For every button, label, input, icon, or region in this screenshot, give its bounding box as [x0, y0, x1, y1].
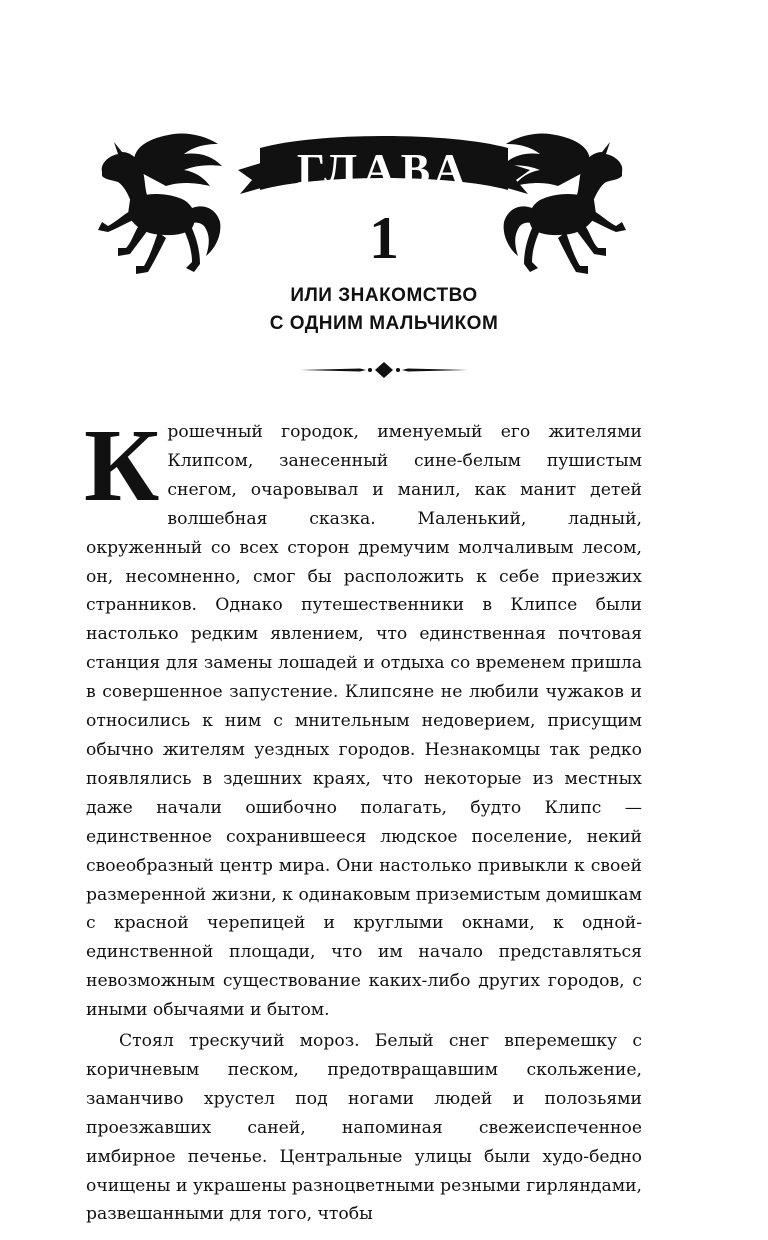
drop-cap: К — [84, 408, 160, 523]
subtitle-line-2: С ОДНИМ МАЛЬЧИКОМ — [269, 313, 499, 334]
subtitle-line-1: ИЛИ ЗНАКОМСТВО — [290, 285, 478, 306]
chapter-number: 1 — [369, 205, 399, 271]
chapter-header — [0, 118, 768, 271]
chapter-label: ГЛАВА — [296, 145, 472, 194]
paragraph-2: Стоял трескучий мороз. Белый снег вперемешку с коричневым песком, предотвращавшим скольжение, заманчиво хрустел под ногами людей и полозьями проезжавших саней, напоминая свежеиспеченное имбирное печенье. Центральные улицы были худо-бедно очищены и украшены разноцветными резными гирляндами, развешанными для того, чтобы — [86, 1031, 642, 1225]
diamond-ornament-icon — [300, 362, 468, 378]
pegasus-icon — [496, 130, 636, 275]
paragraph-1 — [84, 408, 642, 1025]
paragraph-1-text: рошечный городок, именуемый его жителями Клипсом, занесенный сине-белым пушистым снегом, очаровывал и манил, как манит детей волшебная сказка. Маленький, ладный, окруженный со всех сторон дремучим молчаливым лесом, он, несомненно, смог бы расположить к себе приезжих странников. Однако путешественники в Клипсе были настолько редким явлением, что единственная почтовая станция для замены лошадей и отдыха со временем пришла в совершенное запустение. Клипсяне не любили чужаков и относились к ним с мнительным недоверием, присущим обычно жителям уездных городов. Незнакомцы так редко появлялись в здешних краях, что некоторые из местных даже начали ошибочно полагать, будто Клипс — единственное сохранившееся людское поселение, некий своеобразный центр мира. Они настолько привыкли к своей размеренной жизни, к одинаковым приземистым домишкам с красной черепицей и круглыми окнами, к одной-единственной площади, что им начало представляться невозможным существование каких-либо других городов, с иными обычаями и бытом. — [86, 422, 642, 1021]
chapter-subtitle — [0, 282, 768, 338]
chapter-body-text — [84, 408, 642, 1229]
